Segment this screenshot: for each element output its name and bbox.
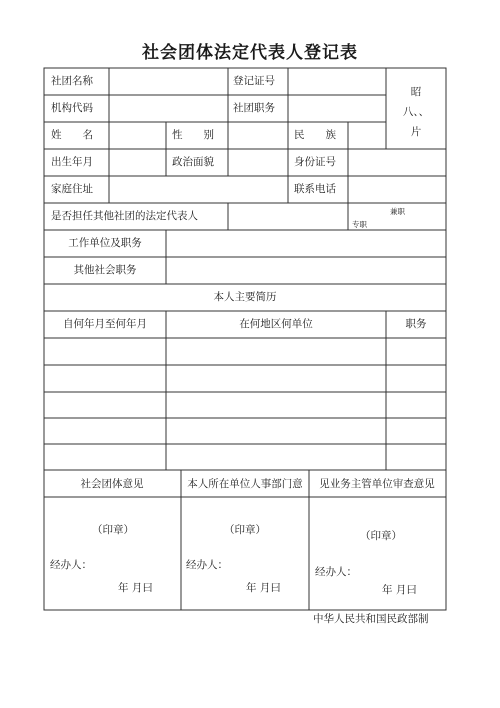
label-phone: 联系电话 (294, 183, 336, 195)
label-other-social: 其他社会职务 (73, 264, 137, 276)
resume-col-period: 自何年月至何年月 (63, 318, 147, 330)
label-id-no: 身份证号 (294, 156, 336, 168)
date-supervisor: 年 月曰 (382, 584, 417, 596)
label-gender: 性 别 (172, 129, 214, 141)
label-ethnicity: 民 族 (294, 129, 336, 141)
date-org: 年 月曰 (118, 582, 153, 594)
opinion-header-org: 社会团体意见 (80, 478, 144, 490)
seal-hr: （印章） (224, 524, 266, 536)
label-work-unit: 工作单位及职务 (68, 237, 142, 249)
opinion-header-supervisor: 见业务主管单位审查意见 (319, 478, 435, 490)
handler-org: 经办人： (50, 559, 92, 571)
resume-col-unit: 在何地区何单位 (239, 318, 313, 330)
label-org-code: 机构代码 (51, 102, 93, 114)
date-hr: 年 月曰 (246, 582, 281, 594)
seal-supervisor: （印章） (360, 530, 402, 542)
seal-org: （印章） (92, 524, 134, 536)
label-address: 家庭住址 (51, 183, 93, 195)
label-part-time: 兼职 (390, 207, 405, 216)
handler-supervisor: 经办人： (315, 566, 357, 578)
label-other-legal-rep: 是否担任其他社团的法定代表人 (51, 210, 198, 222)
label-full-time: 专职 (352, 220, 367, 229)
label-birth: 出生年月 (51, 156, 93, 168)
label-org-position: 社团职务 (233, 102, 275, 114)
photo-placeholder: 昭 八、、 片 (402, 86, 430, 138)
label-politics: 政治面貌 (172, 156, 214, 168)
form-title: 社会团体法定代表人登记表 (142, 43, 358, 63)
label-org-name: 社团名称 (51, 75, 93, 87)
label-name: 姓 名 (51, 129, 93, 141)
footer-issuer: 中华人民共和国民政部制 (313, 613, 429, 625)
opinion-header-hr: 本人所在单位人事部门意 (187, 478, 303, 490)
resume-header: 本人主要简历 (213, 291, 277, 303)
label-reg-no: 登记证号 (233, 75, 275, 87)
resume-col-position: 职务 (405, 318, 427, 330)
handler-hr: 经办人： (186, 559, 228, 571)
